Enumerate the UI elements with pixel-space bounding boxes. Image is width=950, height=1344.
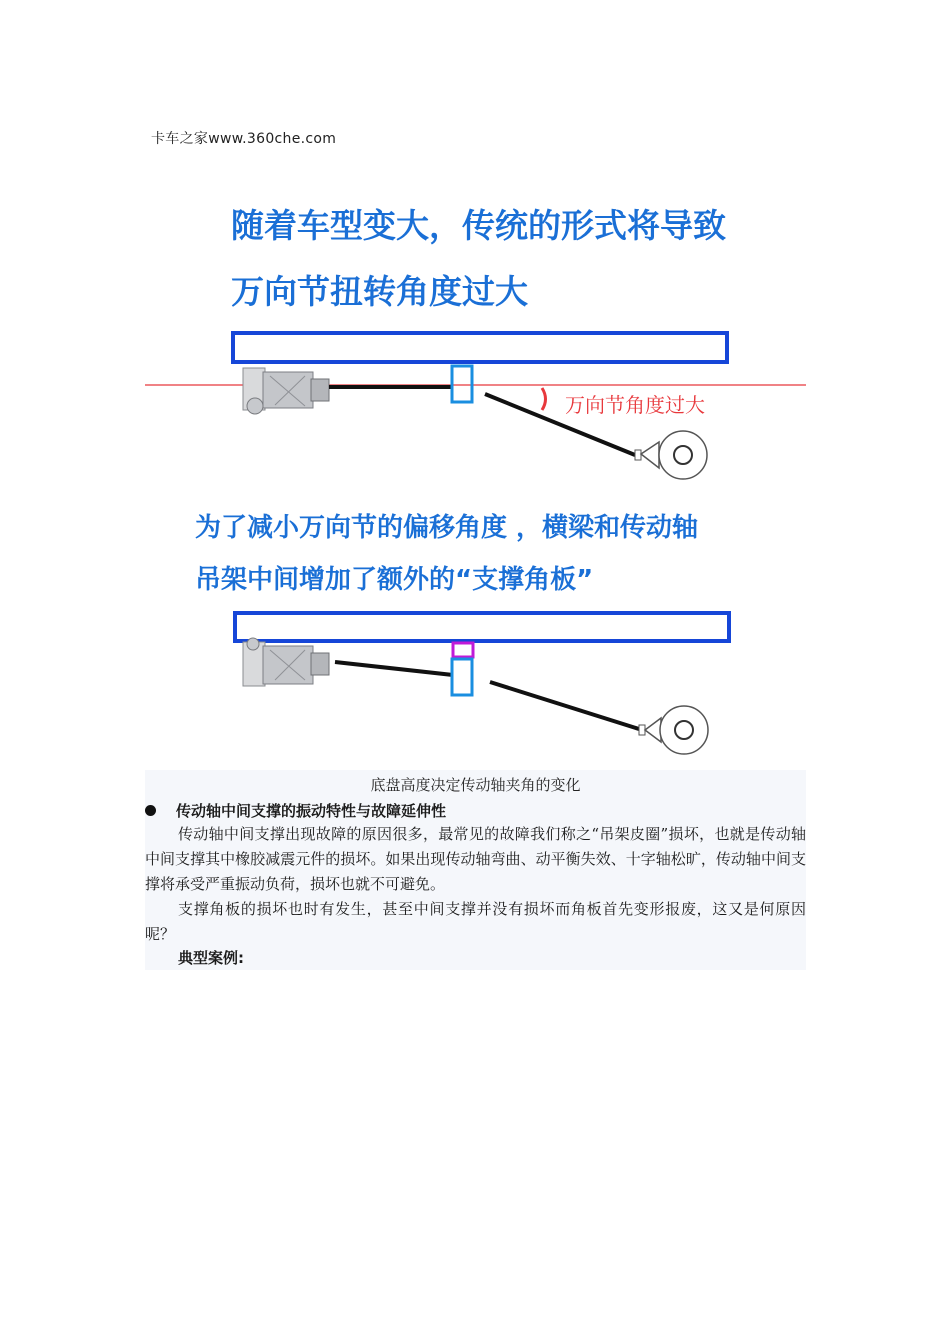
headline-top-line1: 随着车型变大，传统的形式将导致 bbox=[231, 206, 726, 245]
frame-rail-bottom bbox=[235, 613, 729, 641]
angle-label: 万向节角度过大 bbox=[565, 393, 705, 417]
headline-bottom-line2: 吊架中间增加了额外的“支撑角板” bbox=[195, 565, 594, 595]
support-bracket bbox=[453, 643, 473, 657]
differential-icon-top bbox=[635, 431, 707, 479]
gearbox-icon-top bbox=[243, 368, 329, 414]
center-bearing-bottom bbox=[452, 659, 472, 695]
headline-top-line2: 万向节扭转角度过大 bbox=[231, 272, 528, 311]
differential-icon-bottom bbox=[639, 706, 708, 754]
paragraph-2: 支撑角板的损坏也时有发生，甚至中间支撑并没有损坏而角板首先变形报废，这又是何原因呢？ bbox=[145, 900, 806, 943]
text-block bbox=[145, 770, 806, 970]
diagram-figure bbox=[145, 122, 806, 770]
section-title-text: 传动轴中间支撑的振动特性与故障延伸性 bbox=[176, 802, 447, 820]
center-bearing-top bbox=[452, 366, 472, 402]
figure-caption: 底盘高度决定传动轴夹角的变化 bbox=[370, 776, 581, 794]
angle-arc-icon bbox=[542, 388, 546, 410]
bullet-icon bbox=[145, 805, 156, 816]
frame-rail-top bbox=[233, 333, 727, 362]
rear-shaft-bottom bbox=[490, 682, 639, 729]
paragraph-1: 传动轴中间支撑出现故障的原因很多，最常见的故障我们称之“吊架皮圈”损坏，也就是传动轴中间支撑其中橡胶减震元件的损坏。如果出现传动轴弯曲、动平衡失效、十字轴松旷，传动轴中间支撑将承受严重振动负荷，损坏也就不可避免。 bbox=[145, 825, 806, 893]
front-shaft-bottom bbox=[335, 662, 453, 675]
watermark: 卡车之家www.360che.com bbox=[151, 131, 337, 147]
case-subheading: 典型案例: bbox=[178, 949, 244, 967]
section-heading bbox=[145, 800, 446, 821]
gearbox-icon-bottom bbox=[243, 638, 329, 686]
headline-bottom-line1: 为了减小万向节的偏移角度 ，横梁和传动轴 bbox=[195, 513, 699, 543]
